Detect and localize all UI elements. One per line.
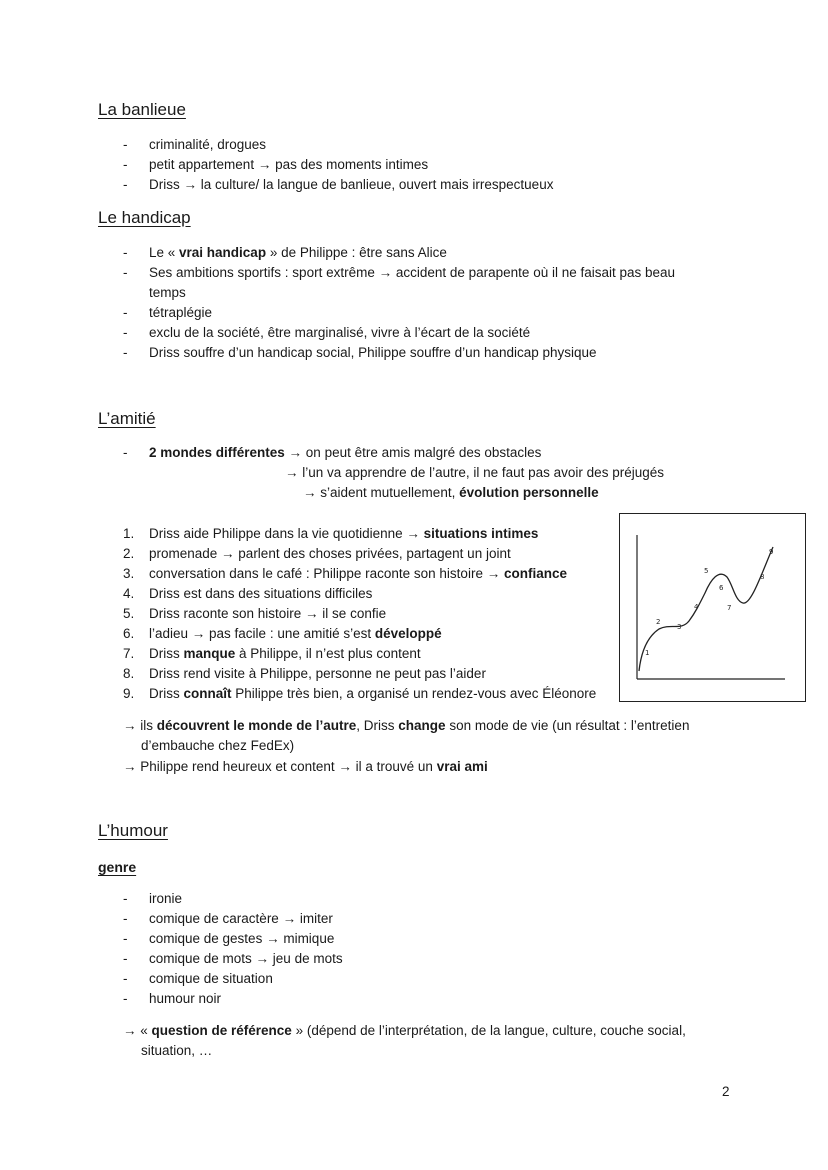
conclusion-line-continuation: d’embauche chez FedEx) xyxy=(141,738,295,753)
page-number: 2 xyxy=(722,1084,730,1099)
conclusion-line-continuation: situation, … xyxy=(141,1043,213,1058)
intro-line-3: → s’aident mutuellement, évolution personnelle xyxy=(303,485,599,500)
graph-label-3: 3 xyxy=(677,623,682,631)
graph-label-5: 5 xyxy=(704,567,709,575)
graph-label-6: 6 xyxy=(719,584,724,592)
conclusion-line: → Philippe rend heureux et content → il a trouvé un vrai ami xyxy=(123,759,488,774)
friendship-evolution-graph xyxy=(619,513,806,702)
subsection-title-genre: genre xyxy=(98,859,137,875)
section-title-banlieue: La banlieue xyxy=(98,100,186,119)
conclusion-line: → ils découvrent le monde de l’autre, Driss change son mode de vie (un résultat : l’entretien xyxy=(123,718,690,733)
intro-line-2: → l’un va apprendre de l’autre, il ne faut pas avoir des préjugés xyxy=(285,465,664,480)
graph-label-2: 2 xyxy=(656,618,661,626)
graph-label-4: 4 xyxy=(694,603,699,611)
graph-label-1: 1 xyxy=(645,649,650,657)
section-title-humour: L’humour xyxy=(98,821,168,840)
graph-frame xyxy=(620,514,806,702)
graph-label-8: 8 xyxy=(760,573,765,581)
graph-label-7: 7 xyxy=(727,604,732,612)
conclusion-line: → « question de référence » (dépend de l’interprétation, de la langue, culture, couche social, xyxy=(123,1023,686,1038)
graph-label-9: 9 xyxy=(769,548,774,556)
section-title-amitie: L’amitié xyxy=(98,409,156,428)
section-title-handicap: Le handicap xyxy=(98,208,191,227)
